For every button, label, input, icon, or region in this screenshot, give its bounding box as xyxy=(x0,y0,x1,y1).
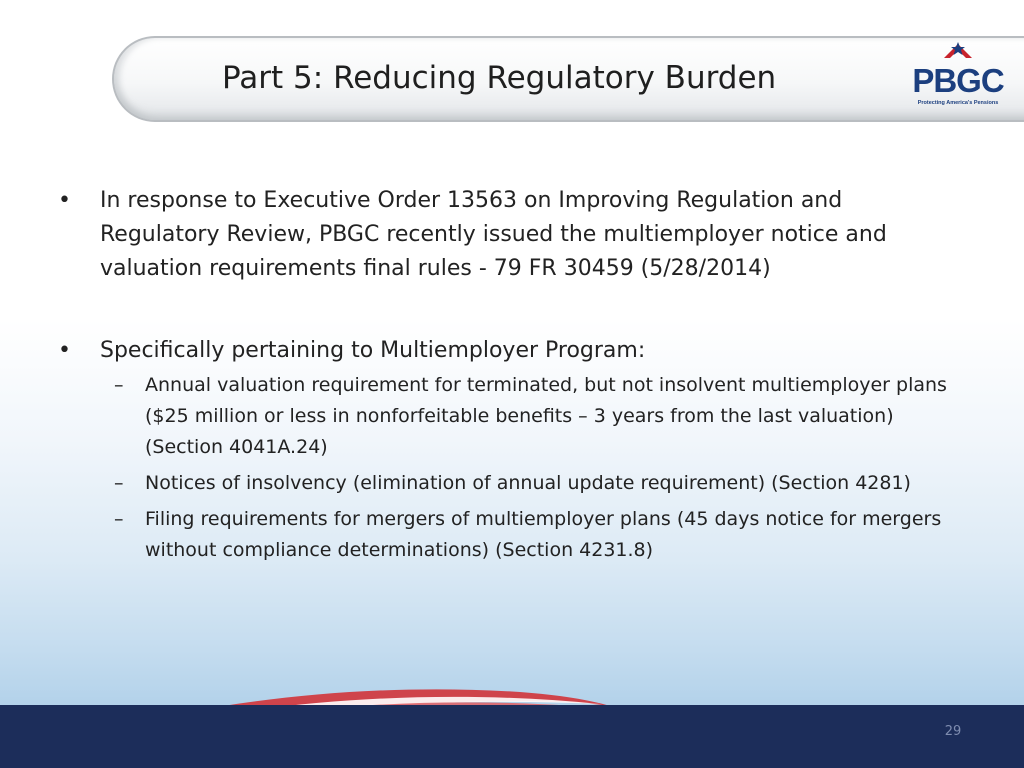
sub-bullet-item xyxy=(56,468,956,499)
logo-wordmark: PBGC xyxy=(912,62,1004,99)
bullet-item xyxy=(56,184,956,286)
page-number: 29 xyxy=(944,724,962,739)
sub-bullet-dash: – xyxy=(114,508,124,530)
slide-body xyxy=(56,184,956,566)
sub-bullet-dash: – xyxy=(114,374,124,396)
sub-bullet-item xyxy=(56,504,956,566)
bullet-item xyxy=(56,334,956,368)
sub-bullet-dash: – xyxy=(114,472,124,494)
bullet-dot: • xyxy=(58,188,71,213)
pbgc-logo xyxy=(908,42,1008,112)
bullet-dot: • xyxy=(58,338,71,363)
logo-emblem-icon xyxy=(942,42,974,64)
sub-bullet-item xyxy=(56,370,956,463)
footer-band xyxy=(0,705,1024,768)
bullet-text: In response to Executive Order 13563 on Improving Regulation and Regulatory Review, PBGC recently issued the multiemployer notice and valuation requirements final rules - 79 FR 30459 (5/28/2014) xyxy=(100,188,887,281)
sub-bullet-text: Notices of insolvency (elimination of annual update requirement) (Section 4281) xyxy=(145,472,911,494)
sub-bullet-text: Annual valuation requirement for terminated, but not insolvent multiemployer plans ($25 million or less in nonforfeitable benefits – 3 years from the last valuation) (Section 4041A.24) xyxy=(145,374,947,458)
logo-tagline: Protecting America's Pensions xyxy=(917,100,999,106)
slide-title: Part 5: Reducing Regulatory Burden xyxy=(222,60,777,96)
sub-bullet-text: Filing requirements for mergers of multiemployer plans (45 days notice for mergers without compliance determinations) (Section 4231.8) xyxy=(145,508,942,561)
bullet-text: Specifically pertaining to Multiemployer Program: xyxy=(100,338,646,363)
